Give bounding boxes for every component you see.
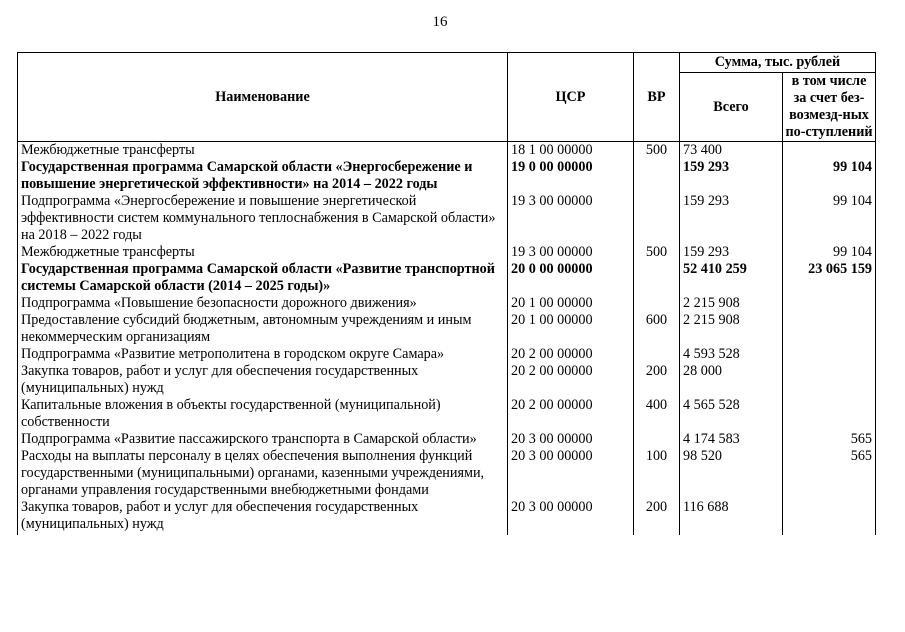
row-vr: 500 bbox=[634, 142, 680, 160]
row-name: Закупка товаров, работ и услуг для обеспечения государственных (муниципальных) нужд bbox=[18, 499, 508, 535]
row-name: Закупка товаров, работ и услуг для обеспечения государственных (муниципальных) нужд bbox=[18, 363, 508, 397]
row-total: 73 400 bbox=[680, 142, 783, 160]
header-sum: Сумма, тыс. рублей bbox=[680, 53, 876, 73]
row-total: 4 174 583 bbox=[680, 431, 783, 448]
row-csr: 20 2 00 00000 bbox=[508, 363, 634, 397]
header-name: Наименование bbox=[18, 53, 508, 142]
row-total: 2 215 908 bbox=[680, 295, 783, 312]
row-csr: 20 2 00 00000 bbox=[508, 346, 634, 363]
row-csr: 20 3 00 00000 bbox=[508, 431, 634, 448]
row-total: 116 688 bbox=[680, 499, 783, 535]
header-vr: ВР bbox=[634, 53, 680, 142]
row-vr bbox=[634, 295, 680, 312]
row-csr: 20 3 00 00000 bbox=[508, 448, 634, 499]
table-row bbox=[18, 295, 876, 312]
row-grant: 565 bbox=[783, 448, 876, 499]
row-total: 52 410 259 bbox=[680, 261, 783, 295]
table-row bbox=[18, 448, 876, 499]
row-vr: 100 bbox=[634, 448, 680, 499]
header-total: Всего bbox=[680, 73, 783, 142]
row-vr bbox=[634, 346, 680, 363]
page-number: 16 bbox=[432, 14, 448, 30]
row-name: Подпрограмма «Развитие пассажирского транспорта в Самарской области» bbox=[18, 431, 508, 448]
row-total: 2 215 908 bbox=[680, 312, 783, 346]
row-name: Государственная программа Самарской области «Энергосбережение и повышение энергетической эффективности» на 2014 – 2022 годы bbox=[18, 159, 508, 193]
row-grant bbox=[783, 397, 876, 431]
row-vr bbox=[634, 261, 680, 295]
table-row bbox=[18, 142, 876, 160]
row-vr bbox=[634, 431, 680, 448]
row-grant: 99 104 bbox=[783, 193, 876, 244]
row-csr: 18 1 00 00000 bbox=[508, 142, 634, 160]
row-grant bbox=[783, 363, 876, 397]
row-vr: 500 bbox=[634, 244, 680, 261]
row-total: 159 293 bbox=[680, 244, 783, 261]
row-grant bbox=[783, 312, 876, 346]
row-name: Капитальные вложения в объекты государственной (муниципальной) собственности bbox=[18, 397, 508, 431]
row-name: Межбюджетные трансферты bbox=[18, 244, 508, 261]
table-row bbox=[18, 244, 876, 261]
table-row bbox=[18, 346, 876, 363]
row-name: Расходы на выплаты персоналу в целях обеспечения выполнения функций государственными (муниципальными) органами, казенными учреждениями, органами управления государственными внебюджетными фондами bbox=[18, 448, 508, 499]
row-total: 159 293 bbox=[680, 159, 783, 193]
row-csr: 19 3 00 00000 bbox=[508, 244, 634, 261]
row-grant bbox=[783, 499, 876, 535]
row-total: 4 565 528 bbox=[680, 397, 783, 431]
table-row bbox=[18, 159, 876, 193]
row-vr: 200 bbox=[634, 499, 680, 535]
row-grant bbox=[783, 142, 876, 160]
row-csr: 20 1 00 00000 bbox=[508, 295, 634, 312]
row-vr: 600 bbox=[634, 312, 680, 346]
row-name: Подпрограмма «Энергосбережение и повышение энергетической эффективности систем коммунального теплоснабжения в Самарской области» на 2018 – 2022 годы bbox=[18, 193, 508, 244]
table-row bbox=[18, 499, 876, 535]
row-name: Подпрограмма «Повышение безопасности дорожного движения» bbox=[18, 295, 508, 312]
row-csr: 20 0 00 00000 bbox=[508, 261, 634, 295]
row-grant bbox=[783, 295, 876, 312]
row-name: Государственная программа Самарской области «Развитие транспортной системы Самарской области (2014 – 2025 годы)» bbox=[18, 261, 508, 295]
table-row bbox=[18, 363, 876, 397]
row-name: Предоставление субсидий бюджетным, автономным учреждениям и иным некоммерческим организациям bbox=[18, 312, 508, 346]
row-grant: 23 065 159 bbox=[783, 261, 876, 295]
row-csr: 20 1 00 00000 bbox=[508, 312, 634, 346]
row-name: Подпрограмма «Развитие метрополитена в городском округе Самара» bbox=[18, 346, 508, 363]
table-body bbox=[18, 142, 876, 536]
row-vr bbox=[634, 193, 680, 244]
row-csr: 20 3 00 00000 bbox=[508, 499, 634, 535]
row-vr: 400 bbox=[634, 397, 680, 431]
table-row bbox=[18, 193, 876, 244]
row-vr: 200 bbox=[634, 363, 680, 397]
row-csr: 19 3 00 00000 bbox=[508, 193, 634, 244]
table-row bbox=[18, 431, 876, 448]
row-grant: 565 bbox=[783, 431, 876, 448]
row-total: 98 520 bbox=[680, 448, 783, 499]
row-total: 159 293 bbox=[680, 193, 783, 244]
row-csr: 20 2 00 00000 bbox=[508, 397, 634, 431]
header-csr: ЦСР bbox=[508, 53, 634, 142]
table-row bbox=[18, 261, 876, 295]
row-total: 4 593 528 bbox=[680, 346, 783, 363]
row-grant: 99 104 bbox=[783, 159, 876, 193]
row-name: Межбюджетные трансферты bbox=[18, 142, 508, 160]
row-csr: 19 0 00 00000 bbox=[508, 159, 634, 193]
header-grant: в том числе за счет без-возмезд-ных по-ступлений bbox=[783, 73, 876, 142]
row-grant bbox=[783, 346, 876, 363]
table-row bbox=[18, 312, 876, 346]
row-vr bbox=[634, 159, 680, 193]
table-row bbox=[18, 397, 876, 431]
row-grant: 99 104 bbox=[783, 244, 876, 261]
row-total: 28 000 bbox=[680, 363, 783, 397]
budget-table bbox=[17, 52, 876, 535]
